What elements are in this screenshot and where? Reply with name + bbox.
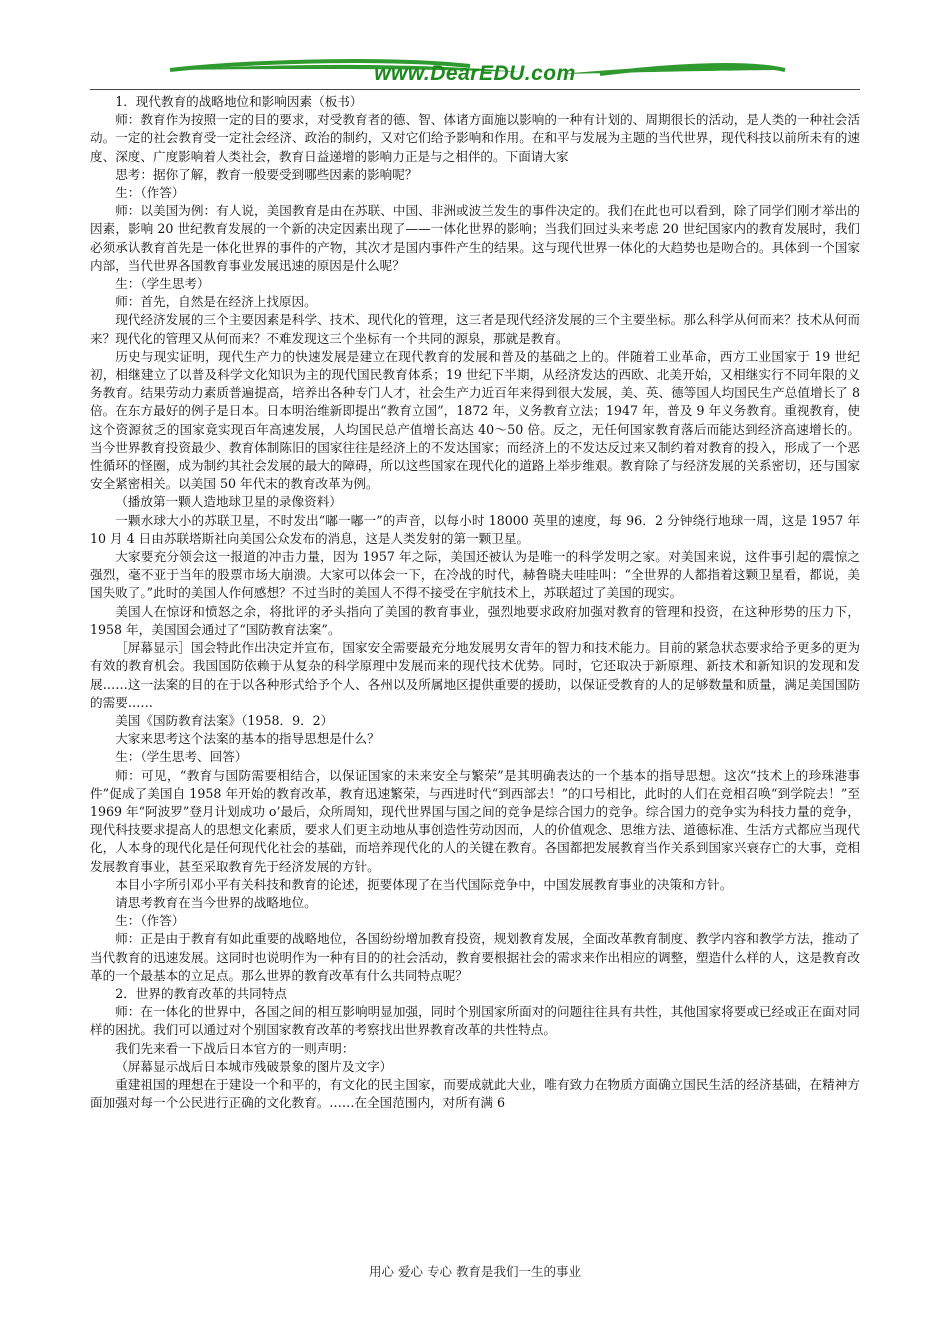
site-logo-text: www.DearEDU.com (374, 62, 576, 85)
paragraph: 生：（学生思考、回答） (115, 749, 248, 765)
paragraph: 大家要充分领会这一报道的冲击力量，因为 1957 年之际，美国还被认为是唯一的科学发明之家。对美国来说，这件事引起的震惊之强烈，毫不亚于当年的股票市场大崩溃。大家可以体会一下，在冷战的时代，赫鲁晓夫哇哇叫：“全世界的人都指着这颗卫星看，都说，美国失败了。”此时的美国人作何感想？不过当时的美国人不得不接受在宇航技术上，苏联超过了美国的现实。 (90, 549, 860, 601)
paragraph: （播放第一颗人造地球卫星的录像资料） (115, 494, 342, 510)
document-body (90, 93, 860, 1112)
paragraph: 思考：据你了解，教育一般要受到哪些因素的影响呢？ (115, 166, 418, 182)
paragraph: ［屏幕显示］国会特此作出决定并宣布，国家安全需要最充分地发展男女青年的智力和技术能力。目前的紧急状态要求给予更多的更为有效的教育机会。我国国防依赖于从复杂的科学原理中发展而来的现代技术优势。同时，它还取决于新原理、新技术和新知识的发现和发展……这一法案的目的在于以各种形式给予个人、各州以及所属地区提供重要的援助，以保证受教育的人的足够数量和质量，满足美国国防的需要…… (90, 640, 860, 710)
paragraph: 师：教育作为按照一定的目的要求，对受教育者的德、智、体诸方面施以影响的一种有计划的、周期很长的活动，是人类的一种社会活动。一定的社会教育受一定社会经济、政治的制约，又对它们给予影响和作用。在和平与发展为主题的当代世界，现代科技以前所未有的速度、深度、广度影响着人类社会，教育日益递增的影响力正是与之相伴的。下面请大家 (90, 112, 860, 164)
header-banner (0, 0, 950, 100)
section-heading-2: 师：在一体化的世界中，各国之间的相互影响明显加强，同时个别国家所面对的问题往往具有共性，其他国家将要或已经或正在面对同样的困扰。我们可以通过对个别国家教育改革的考察找出世界教育改革的共性特点。 (90, 1004, 860, 1038)
paragraph: 本目小字所引邓小平有关科技和教育的论述，扼要体现了在当代国际竞争中，中国发展教育事业的决策和方针。 (115, 876, 733, 892)
paragraph: 生：（学生思考） (115, 276, 210, 292)
paragraph: 历史与现实证明，现代生产力的快速发展是建立在现代教育的发展和普及的基础之上的。伴随着工业革命，西方工业国家于 19 世纪初，相继建立了以普及科学文化知识为主的现代国民教育体系；19 世纪下半期，从经济发达的西欧、北美开始，又相继实行不同年限的义务教育。结果劳动力素质普遍提高，培养出各种专门人才，社会生产力近百年来得到很大发展，美、英、德等国人均国民生产总值增长了 8 倍。在东方最好的例子是日本。日本明治维新即提出“教育立国”，1872 年，义务教育立法；1947 年，普及 9 年义务教育。重视教育，使这个资源贫乏的国家竟实现百年高速发展，人均国民总产值增长高达 40～50 倍。反之，无任何国家教育落后而能达到经济高速增长的。当今世界教育投资最少、教育体制陈旧的国家往往是经济上的不发达国家；而经济上的不发达反过来又制约着对教育的投入，形成了一个恶性循环的怪圈，成为制约其社会发展的最大的障碍，所以这些国家在现代化的道路上举步维艰。教育除了与经济发展的关系密切，还与国家安全紧密相关。以美国 50 年代末的教育改革为例。 (90, 348, 860, 492)
paragraph: 师：正是由于教育有如此重要的战略地位，各国纷纷增加教育投资，规划教育发展，全面改革教育制度、教学内容和教学方法，推动了当代教育的迅速发展。这同时也说明作为一种有目的的社会活动，教育要根据社会的需求来作出相应的调整，塑造什么样的人，这是教育改革的一个最基本的立足点。那么世界的教育改革有什么共同特点呢？ (90, 931, 860, 983)
paragraph: 请思考教育在当今世界的战略地位。 (115, 894, 317, 910)
paragraph: 一颗水球大小的苏联卫星，不时发出“嘟一嘟一”的声音，以每小时 18000 英里的速度，每 96．2 分钟绕行地球一周，这是 1957 年 10 月 4 日由苏联塔斯社向美国公众发布的消息，这是人类发射的第一颗卫星。 (90, 512, 860, 546)
paragraph: 生：（作答） (115, 185, 185, 201)
paragraph: 重建祖国的理想在于建设一个和平的，有文化的民主国家，而要成就此大业，唯有致力在物质方面确立国民生活的经济基础，在精神方面加强对每一个公民进行正确的文化教育。……在全国范围内，对所有满 6 (90, 1076, 860, 1111)
paragraph: 美国《国防教育法案》（1958．9．2） (115, 712, 334, 728)
section-heading-1: 1．现代教育的战略地位和影响因素（板书） (115, 94, 363, 109)
paragraph: 师：可见，“教育与国防需要相结合，以保证国家的未来安全与繁荣”是其明确表达的一个基本的指导思想。这次“技术上的珍珠港事件”促成了美国自 1958 年开始的教育改革，教育迅速繁荣，与西进时代“到西部去！”的口号相比，此时的人们在竞相召唤“到学院去！”至 1969 年“阿波罗”登月计划成功 o’最后，众所周知，现代世界国与国之间的竞争是综合国力的竞争。综合国力的竞争实为科技力量的竞争，现代科技要求提高人的思想文化素质，要求人们更主动地从事创造性劳动因而，人的价值观念、思维方法、道德标准、生活方式都应当现代化，人本身的现代化是任何现代化社会的基础，而培养现代化的人的关键在教育。各国都把发展教育当作关系到国家兴衰存亡的大事，竞相发展教育事业，甚至采取教育先于经济发展的方针。 (90, 767, 860, 874)
paragraph: 大家来思考这个法案的基本的指导思想是什么？ (115, 731, 380, 747)
header-divider (90, 89, 860, 90)
paragraph: （屏幕显示战后日本城市残破景象的图片及文字） (115, 1058, 393, 1074)
paragraph: 我们先来看一下战后日本官方的一则声明： (115, 1040, 355, 1056)
paragraph: 现代经济发展的三个主要因素是科学、技术、现代化的管理，这三者是现代经济发展的三个主要坐标。那么科学从何而来？技术从何而来？现代化的管理又从何而来？不难发现这三个坐标有一个共同的源泉，那就是教育。 (90, 312, 860, 346)
paragraph: 生：（作答） (115, 913, 185, 929)
paragraph: 2．世界的教育改革的共同特点 (115, 985, 287, 1001)
paragraph: 师：以美国为例：有人说，美国教育是由在苏联、中国、非洲或波兰发生的事件决定的。我们在此也可以看到，除了同学们刚才举出的因素，影响 20 世纪教育发展的一个新的决定因素出现了——一体化世界的影响；当我们回过头来考虑 20 世纪国家内的教育发展时，我们必须承认教育首先是一体化世界的事件的产物，其次才是国内事件产生的结果。这与现代世界一体化的大趋势也是吻合的。具体到一个国家内部，当代世界各国教育事业发展迅速的原因是什么呢？ (90, 203, 860, 273)
page-footer: 用心 爱心 专心 教育是我们一生的事业 (369, 1264, 581, 1279)
paragraph: 师：首先，自然是在经济上找原因。 (115, 294, 317, 310)
paragraph: 美国人在惊讶和愤怒之余，将批评的矛头指向了美国的教育事业，强烈地要求政府加强对教育的管理和投资，在这种形势的压力下，1958 年，美国国会通过了“国防教育法案”。 (90, 603, 860, 637)
